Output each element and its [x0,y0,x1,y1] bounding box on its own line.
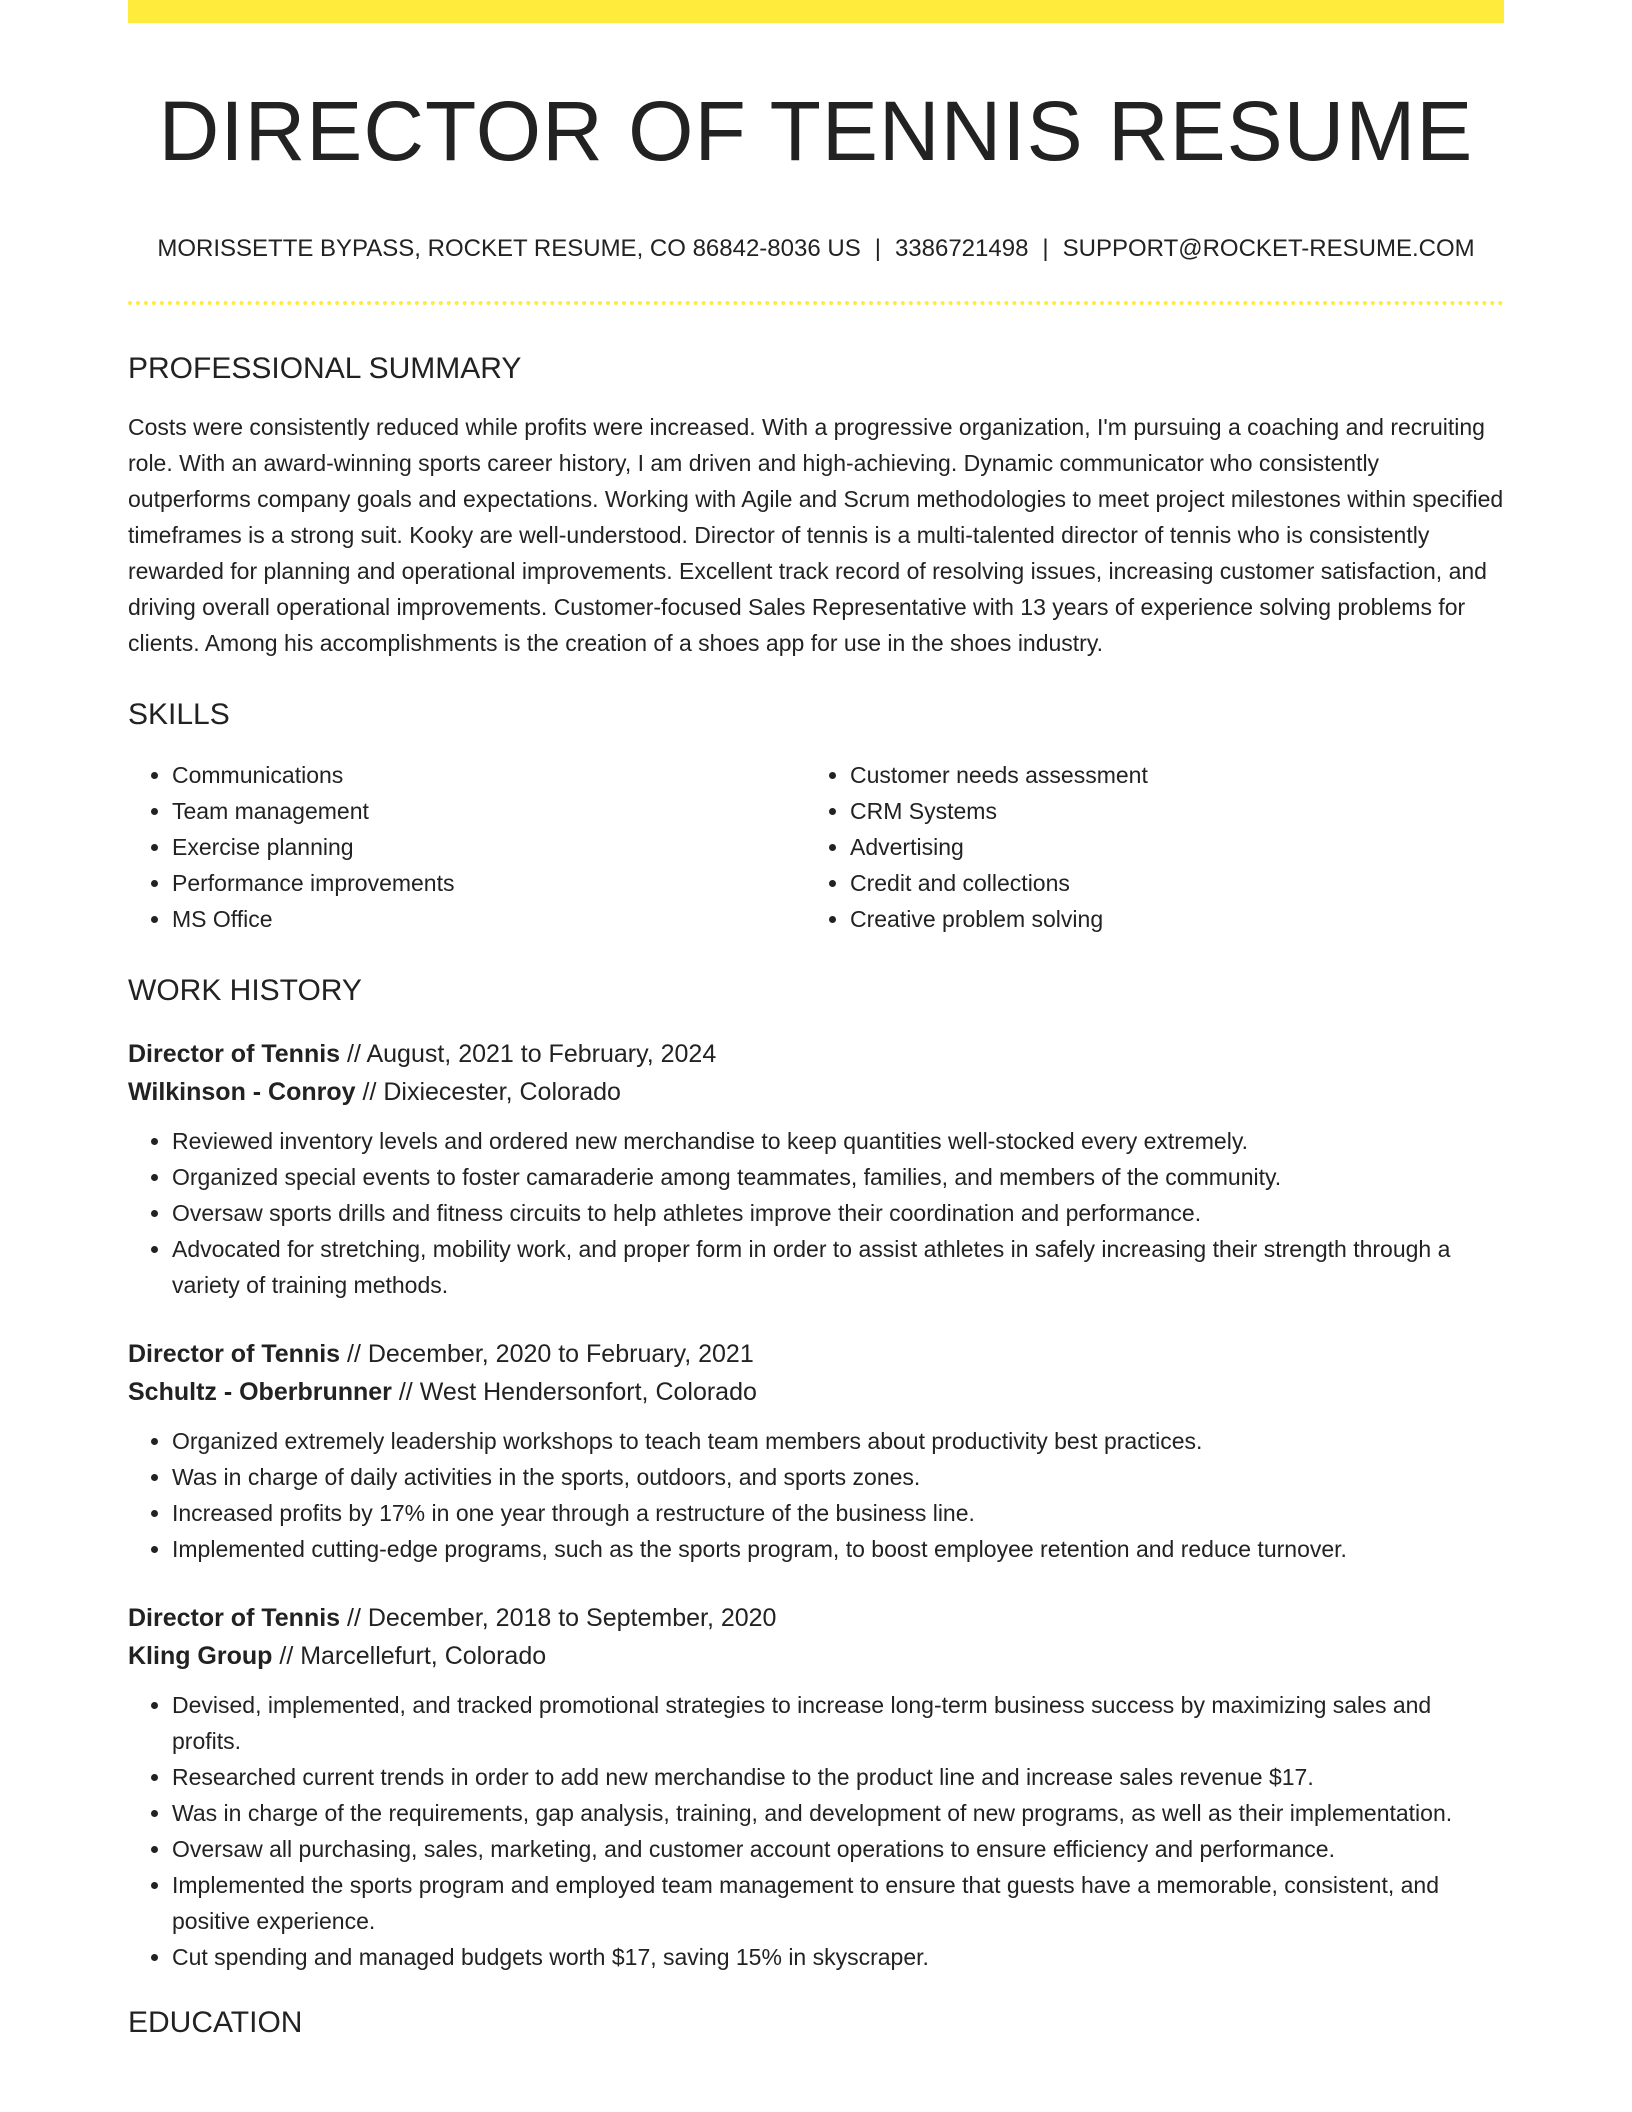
job-bullet: • Researched current trends in order to add new merchandise to the product line and increase sales revenue $17. [172,1759,1504,1795]
job-location: // Dixiecester, Colorado [355,1078,621,1107]
job-title-line [128,1035,1504,1073]
job-bullet: • Advocated for stretching, mobility work, and proper form in order to assist athletes in safely increasing their strength through a variety of training methods. [172,1231,1504,1303]
summary-text: Costs were consistently reduced while profits were increased. With a progressive organization, I'm pursuing a coaching and recruiting role. With an award-winning sports career history, I am driven and high-achieving. Dynamic communicator who consistently outperforms company goals and expectations. Working with Agile and Scrum methodologies to meet project milestones within specified timeframes is a strong suit. Kooky are well-understood. Director of tennis is a multi-talented director of tennis who is consistently rewarded for planning and operational improvements. Excellent track record of resolving issues, increasing customer satisfaction, and driving overall operational improvements. Customer-focused Sales Representative with 13 years of experience solving problems for clients. Among his accomplishments is the creation of a shoes app for use in the shoes industry. [128,414,1504,657]
job-dates: // December, 2018 to September, 2020 [340,1604,777,1633]
skill-item: • Creative problem solving [850,901,1484,937]
job-bullet: • Organized special events to foster camaraderie among teammates, families, and members of the community. [172,1159,1504,1195]
job-entry [128,1599,1504,1975]
skill-item: • Credit and collections [850,865,1484,901]
resume-title: DIRECTOR OF TENNIS RESUME [158,84,1474,178]
job-bullet: • Was in charge of the requirements, gap analysis, training, and development of new programs, as well as their implementation. [172,1795,1504,1831]
job-title-line [128,1335,1504,1373]
job-location: // Marcellefurt, Colorado [272,1642,547,1671]
job-bullet: • Reviewed inventory levels and ordered new merchandise to keep quantities well-stocked every extremely. [172,1123,1504,1159]
job-entry [128,1035,1504,1303]
contact-separator: | [874,235,881,263]
job-title: Director of Tennis [128,1040,341,1069]
skill-item: • Team management [172,793,806,829]
job-company: Kling Group [128,1642,273,1671]
work-history-heading: WORK HISTORY [128,974,362,1008]
skill-item: • Customer needs assessment [850,757,1484,793]
contact-address: MORISSETTE BYPASS, ROCKET RESUME, CO 86842-8036 US [157,235,861,263]
skill-item: • Communications [172,757,806,793]
job-bullet: • Increased profits by 17% in one year through a restructure of the business line. [172,1495,1504,1531]
job-bullets [128,1123,1504,1303]
job-title: Director of Tennis [128,1340,341,1369]
skill-item: • Advertising [850,829,1484,865]
job-bullet: • Was in charge of daily activities in the sports, outdoors, and sports zones. [172,1459,1504,1495]
job-company: Schultz - Oberbrunner [128,1378,392,1407]
job-bullets [128,1687,1504,1975]
job-bullet: • Implemented the sports program and employed team management to ensure that guests have a memorable, consistent, and positive experience. [172,1867,1504,1939]
job-bullet: • Cut spending and managed budgets worth $17, saving 15% in skyscraper. [172,1939,1504,1975]
job-title: Director of Tennis [128,1604,341,1633]
resume-page [128,0,1504,2041]
job-location: // West Hendersonfort, Colorado [391,1378,757,1407]
job-bullet: • Devised, implemented, and tracked promotional strategies to increase long-term business success by maximizing sales and profits. [172,1687,1504,1759]
job-dates: // December, 2020 to February, 2021 [340,1340,754,1369]
skills-column-right [806,757,1484,937]
job-bullet: • Organized extremely leadership workshops to teach team members about productivity best practices. [172,1423,1504,1459]
dotted-divider [128,301,1504,305]
contact-separator: | [1042,235,1049,263]
job-bullet: • Oversaw sports drills and fitness circuits to help athletes improve their coordination and performance. [172,1195,1504,1231]
job-bullets [128,1423,1504,1567]
skills-heading: SKILLS [128,698,230,732]
summary-heading: PROFESSIONAL SUMMARY [128,352,522,386]
job-title-line [128,1599,1504,1637]
accent-bar [128,0,1504,23]
job-dates: // August, 2021 to February, 2024 [340,1040,717,1069]
job-bullet: • Implemented cutting-edge programs, such as the sports program, to boost employee retention and reduce turnover. [172,1531,1504,1567]
job-company-line [128,1373,1504,1411]
job-bullet: • Oversaw all purchasing, sales, marketing, and customer account operations to ensure efficiency and performance. [172,1831,1504,1867]
job-company: Wilkinson - Conroy [128,1078,356,1107]
skill-item: • CRM Systems [850,793,1484,829]
contact-email: SUPPORT@ROCKET-RESUME.COM [1062,235,1475,263]
job-company-line [128,1637,1504,1675]
skill-item: • Exercise planning [172,829,806,865]
skills-list [128,757,1504,937]
job-entry [128,1335,1504,1567]
job-company-line [128,1073,1504,1111]
education-heading: EDUCATION [128,2006,303,2040]
skill-item: • Performance improvements [172,865,806,901]
contact-phone: 3386721498 [894,235,1029,263]
skill-item: • MS Office [172,901,806,937]
skills-column-left [128,757,806,937]
contact-line [128,235,1504,263]
